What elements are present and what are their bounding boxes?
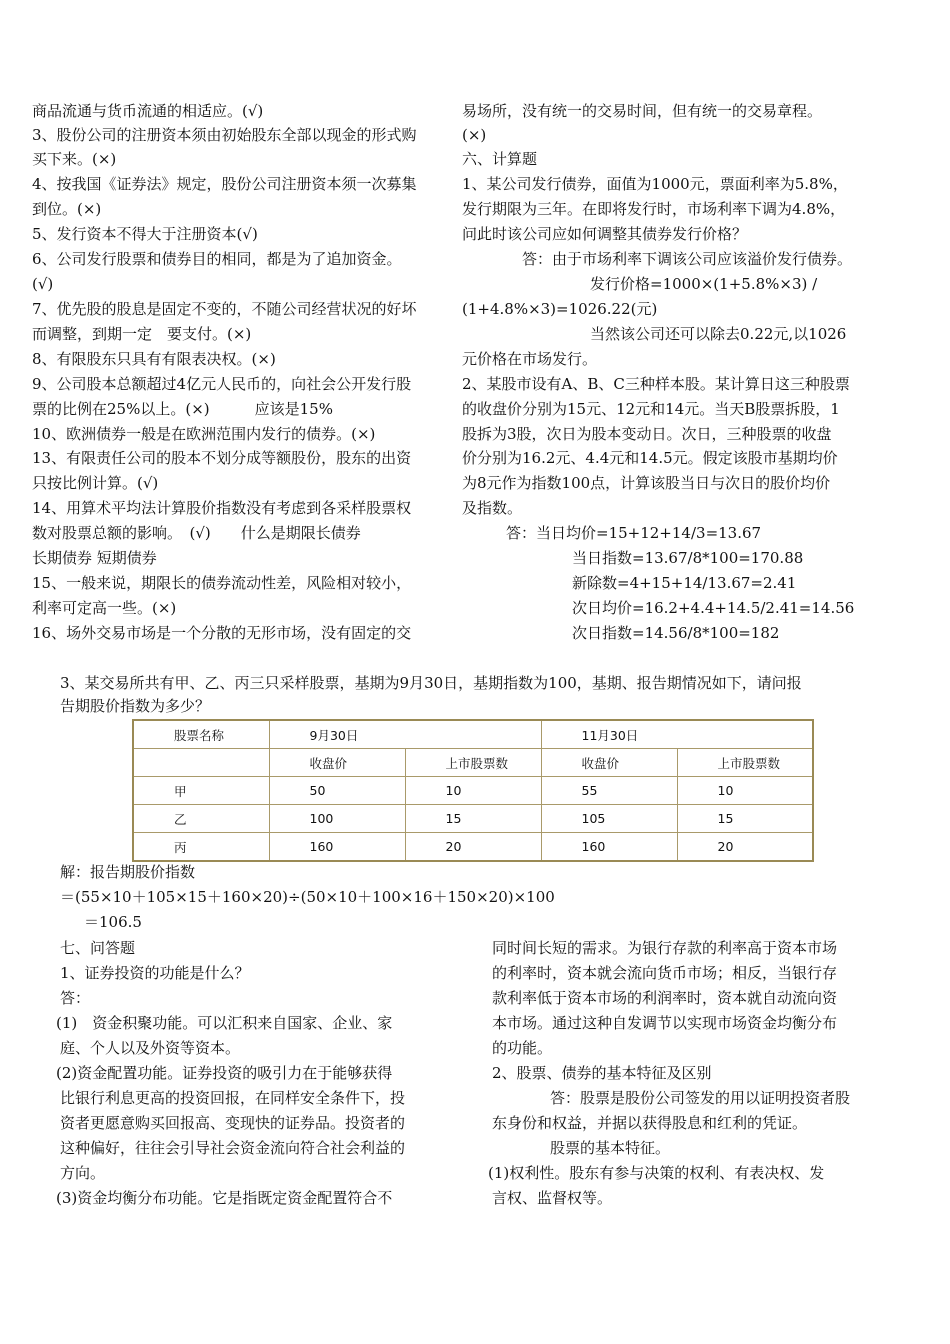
question-text: 3、某交易所共有甲、乙、丙三只采样股票，基期为9月30日，基期指数为100，基期、报告期情况如下，请问报 bbox=[60, 674, 802, 692]
text-line: 4、按我国《证券法》规定，股份公司注册资本须一次募集 bbox=[32, 175, 417, 193]
table-row bbox=[133, 833, 813, 862]
text-line: 而调整，到期一定 要支付。(×) bbox=[32, 325, 252, 343]
table-cell: 10 bbox=[677, 777, 813, 805]
text-line: 次日指数=14.56/8*100=182 bbox=[572, 624, 780, 642]
text-line: 股票的基本特征。 bbox=[550, 1139, 671, 1157]
text-line: 16、场外交易市场是一个分散的无形市场，没有固定的交 bbox=[32, 624, 412, 642]
text-line: 庭、个人以及外资等资本。 bbox=[60, 1039, 241, 1057]
table-cell: 20 bbox=[677, 833, 813, 862]
table-cell: 100 bbox=[269, 805, 405, 833]
table-cell: 上市股票数 bbox=[677, 749, 813, 777]
text-line: 价分别为16.2元、4.4元和14.5元。假定该股市基期均价 bbox=[462, 449, 838, 467]
table-subheader-row bbox=[133, 749, 813, 777]
solution-text: ＝106.5 bbox=[84, 913, 142, 931]
table-cell: 105 bbox=[541, 805, 677, 833]
text-line: 商品流通与货币流通的相适应。(√) bbox=[32, 102, 264, 120]
text-line: 资者更愿意购买回报高、变现快的证券品。投资者的 bbox=[60, 1114, 406, 1132]
text-line: 利率可定高一些。(×) bbox=[32, 599, 177, 617]
text-line: 问此时该公司应如何调整其债券发行价格？ bbox=[462, 225, 748, 243]
text-line: 1、证券投资的功能是什么？ bbox=[60, 964, 250, 982]
table-cell: 15 bbox=[405, 805, 541, 833]
section-heading: 七、问答题 bbox=[60, 939, 136, 957]
table-header-row bbox=[133, 720, 813, 749]
table-cell: 甲 bbox=[133, 777, 269, 805]
text-line: 到位。(×) bbox=[32, 200, 102, 218]
table-cell: 乙 bbox=[133, 805, 269, 833]
table-cell: 11月30日 bbox=[541, 720, 813, 749]
text-line: 新除数=4+15+14/13.67=2.41 bbox=[572, 574, 797, 592]
text-line: (1+4.8%×3)=1026.22(元) bbox=[462, 300, 658, 318]
table-cell bbox=[133, 749, 269, 777]
text-line: 2、某股市设有A、B、C三种样本股。某计算日这三种股票 bbox=[462, 375, 850, 393]
text-line: 本市场。通过这种自发调节以实现市场资金均衡分布 bbox=[492, 1014, 838, 1032]
text-line: 当然该公司还可以除去0.22元,以1026 bbox=[590, 325, 847, 343]
text-line: 1、某公司发行债券，面值为1000元，票面利率为5.8%， bbox=[462, 175, 848, 193]
text-line: 股拆为3股，次日为股本变动日。次日，三种股票的收盘 bbox=[462, 425, 832, 443]
text-line: 的功能。 bbox=[492, 1039, 553, 1057]
text-line: 10、欧洲债券一般是在欧洲范围内发行的债券。(×) bbox=[32, 425, 376, 443]
solution-text: 解：报告期股价指数 bbox=[60, 863, 196, 881]
table-cell: 收盘价 bbox=[541, 749, 677, 777]
text-line: (1)权利性。股东有参与决策的权利、有表决权、发 bbox=[488, 1164, 825, 1182]
text-line: 的收盘价分别为15元、12元和14元。当天B股票拆股，1 bbox=[462, 400, 840, 418]
text-line: 发行期限为三年。在即将发行时，市场利率下调为4.8%， bbox=[462, 200, 846, 218]
table-row bbox=[133, 805, 813, 833]
text-line: 只按比例计算。(√) bbox=[32, 474, 159, 492]
text-line: 3、股份公司的注册资本须由初始股东全部以现金的形式购 bbox=[32, 126, 417, 144]
text-line: 答： bbox=[60, 989, 91, 1007]
text-line: 这种偏好，往往会引导社会资金流向符合社会利益的 bbox=[60, 1139, 406, 1157]
text-line: 6、公司发行股票和债券目的相同，都是为了追加资金。 bbox=[32, 250, 402, 268]
table-cell: 160 bbox=[541, 833, 677, 862]
table-cell: 10 bbox=[405, 777, 541, 805]
table-cell: 55 bbox=[541, 777, 677, 805]
table-cell: 股票名称 bbox=[133, 720, 269, 749]
text-line: 元价格在市场发行。 bbox=[462, 350, 598, 368]
text-line: 言权、监督权等。 bbox=[492, 1189, 613, 1207]
text-line: 13、有限责任公司的股本不划分成等额股份，股东的出资 bbox=[32, 449, 412, 467]
text-line: 当日指数=13.67/8*100=170.88 bbox=[572, 549, 804, 567]
text-line: 5、发行资本不得大于注册资本(√) bbox=[32, 225, 258, 243]
text-line: (×) bbox=[462, 126, 487, 144]
text-line: 15、一般来说，期限长的债券流动性差，风险相对较小， bbox=[32, 574, 412, 592]
text-line: 方向。 bbox=[60, 1164, 106, 1182]
text-line: 2、股票、债券的基本特征及区别 bbox=[492, 1064, 712, 1082]
text-line: 款利率低于资本市场的利润率时，资本就自动流向资 bbox=[492, 989, 838, 1007]
text-line: (1) 资金积聚功能。可以汇积来自国家、企业、家 bbox=[56, 1014, 393, 1032]
text-line: 比银行利息更高的投资回报，在同样安全条件下，投 bbox=[60, 1089, 406, 1107]
text-line: 次日均价=16.2+4.4+14.5/2.41=14.56 bbox=[572, 599, 855, 617]
table-cell: 20 bbox=[405, 833, 541, 862]
question-text: 告期股价指数为多少？ bbox=[60, 697, 211, 715]
table-cell: 丙 bbox=[133, 833, 269, 862]
text-line: 答：由于市场利率下调该公司应该溢价发行债券。 bbox=[522, 250, 853, 268]
text-line: 发行价格=1000×(1+5.8%×3) / bbox=[590, 275, 818, 293]
text-line: 8、有限股东只具有有限表决权。(×) bbox=[32, 350, 276, 368]
table-cell: 15 bbox=[677, 805, 813, 833]
text-line: (2)资金配置功能。证券投资的吸引力在于能够获得 bbox=[56, 1064, 393, 1082]
text-line: 9、公司股本总额超过4亿元人民币的，向社会公开发行股 bbox=[32, 375, 412, 393]
text-line: 7、优先股的股息是固定不变的，不随公司经营状况的好坏 bbox=[32, 300, 417, 318]
text-line: 票的比例在25%以上。(×) 应该是15% bbox=[32, 400, 333, 418]
solution-text: ＝(55×10＋105×15＋160×20)÷(50×10＋100×16＋150×20)×100 bbox=[60, 888, 555, 906]
section-heading: 六、计算题 bbox=[462, 150, 538, 168]
text-line: 数对股票总额的影响。 (√) 什么是期限长债券 bbox=[32, 524, 361, 542]
table-cell: 50 bbox=[269, 777, 405, 805]
text-line: 答：股票是股份公司签发的用以证明投资者股 bbox=[550, 1089, 851, 1107]
text-line: 及指数。 bbox=[462, 499, 523, 517]
text-line: 买下来。(×) bbox=[32, 150, 117, 168]
stock-table bbox=[132, 719, 814, 862]
text-line: 易场所，没有统一的交易时间，但有统一的交易章程。 bbox=[462, 102, 823, 120]
table-cell: 9月30日 bbox=[269, 720, 541, 749]
table-cell: 上市股票数 bbox=[405, 749, 541, 777]
text-line: 答：当日均价=15+12+14/3=13.67 bbox=[506, 524, 762, 542]
text-line: (√) bbox=[32, 275, 54, 293]
text-line: 东身份和权益，并据以获得股息和红利的凭证。 bbox=[492, 1114, 808, 1132]
table-cell: 收盘价 bbox=[269, 749, 405, 777]
text-line: 长期债券 短期债券 bbox=[32, 549, 157, 567]
text-line: 的利率时，资本就会流向货币市场；相反，当银行存 bbox=[492, 964, 838, 982]
text-line: 同时间长短的需求。为银行存款的利率高于资本市场 bbox=[492, 939, 838, 957]
text-line: 14、用算术平均法计算股价指数没有考虑到各采样股票权 bbox=[32, 499, 412, 517]
table-cell: 160 bbox=[269, 833, 405, 862]
text-line: 为8元作为指数100点，计算该股当日与次日的股价均价 bbox=[462, 474, 831, 492]
table-row bbox=[133, 777, 813, 805]
text-line: (3)资金均衡分布功能。它是指既定资金配置符合不 bbox=[56, 1189, 393, 1207]
